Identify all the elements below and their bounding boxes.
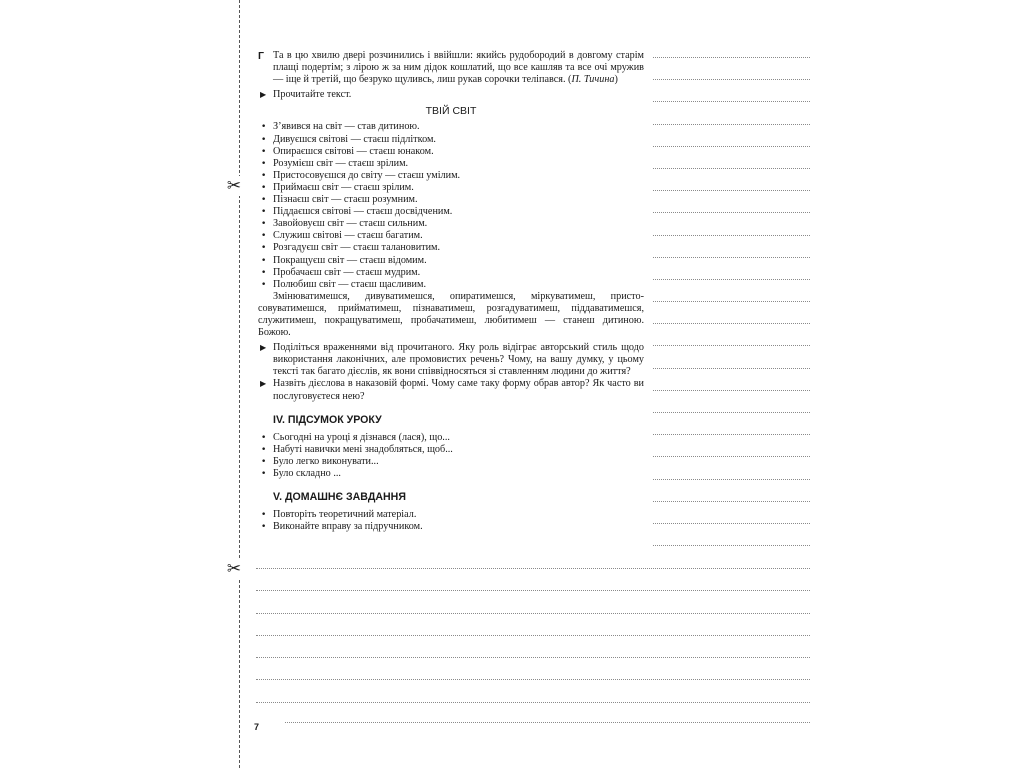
task-text: Поділіться враженнями від прочитаного. Яку роль відіграє авторський стиль щодо використання лаконічних, але промовистих речень? Чому, на вашу думку, у цьому тексті так багато дієслів, як вони співвідносяться зі ставленням людини до життя? bbox=[273, 342, 644, 378]
list-item bbox=[258, 432, 644, 444]
summary-title: IV. ПІДСУМОК УРОКУ bbox=[273, 413, 382, 426]
poem-line-text: Полюбиш світ — стаєш щасливим. bbox=[273, 278, 426, 290]
poem-line-text: Покращуєш світ — стаєш відомим. bbox=[273, 254, 427, 266]
summary-list bbox=[258, 432, 644, 480]
notes-bottom bbox=[256, 568, 810, 724]
list-item-text: Було легко виконувати... bbox=[273, 455, 379, 467]
poem-line bbox=[258, 255, 644, 267]
poem-line-text: Пристосовуєшся до світу — стаєш умілим. bbox=[273, 169, 461, 181]
quote-author: П. Тичина bbox=[571, 74, 615, 86]
triangle-right-icon: ▶ bbox=[260, 343, 267, 353]
quote-text: Та в цю хвилю двері розчинились і ввійшли: якийсь рудобородий в довгому старім плащі подертім; з лірою ж за ним дідок кошлатий, що все кашляв та все очі мружив — іще й третій, що безруко щуливсь, лиш рукав сорочки теліпався. ( bbox=[273, 50, 644, 86]
bullet-icon: • bbox=[261, 469, 267, 479]
task-read-text: Прочитайте текст. bbox=[273, 89, 352, 101]
note-line bbox=[653, 501, 810, 502]
scissors-icon: ✂ bbox=[224, 176, 244, 196]
poem-line bbox=[258, 267, 644, 279]
bullet-icon: • bbox=[261, 243, 267, 254]
poem-line-text: Опираєшся світові — стаєш юнаком. bbox=[273, 145, 434, 157]
bullet-icon: • bbox=[261, 231, 267, 242]
poem-line bbox=[258, 230, 644, 242]
note-line bbox=[653, 479, 810, 480]
poem-line bbox=[258, 206, 644, 218]
bullet-icon: • bbox=[261, 158, 267, 169]
homework-list bbox=[258, 509, 644, 533]
bullet-icon: • bbox=[261, 444, 267, 455]
poem-title: ТВІЙ СВІТ bbox=[425, 105, 477, 118]
bullet-icon: • bbox=[261, 146, 267, 157]
poem-line-text: Пізнаєш світ — стаєш розумним. bbox=[273, 194, 418, 206]
task-read bbox=[258, 89, 644, 101]
poem-line bbox=[258, 194, 644, 206]
list-item-text: Сьогодні на уроці я дізнався (лася), що... bbox=[273, 431, 450, 443]
note-line bbox=[653, 168, 810, 169]
note-line bbox=[653, 390, 810, 391]
note-line bbox=[653, 235, 810, 236]
bullet-icon: • bbox=[261, 456, 267, 467]
poem-line bbox=[258, 242, 644, 254]
list-item bbox=[258, 444, 644, 456]
task-text: Назвіть дієслова в наказовій формі. Чому саме таку форму обрав автор? Як часто ви послуговуєтеся нею? bbox=[273, 378, 644, 402]
list-item-text: Виконайте вправу за підручником. bbox=[273, 521, 423, 533]
note-line bbox=[256, 657, 810, 658]
bullet-icon: • bbox=[261, 170, 267, 181]
triangle-right-icon: ▶ bbox=[260, 379, 267, 389]
poem-line bbox=[258, 121, 644, 133]
note-line bbox=[653, 79, 810, 80]
note-line bbox=[653, 545, 810, 546]
poem-line-text: Розумієш світ — стаєш зрілим. bbox=[273, 157, 409, 169]
list-item-text: Набуті навички мені знадобляться, щоб... bbox=[273, 443, 453, 455]
note-line bbox=[653, 190, 810, 191]
bullet-icon: • bbox=[261, 279, 267, 290]
list-item-text: Було складно ... bbox=[273, 468, 341, 479]
bullet-icon: • bbox=[261, 195, 267, 206]
poem-list bbox=[258, 121, 644, 290]
poem-line bbox=[258, 158, 644, 170]
poem-paragraph: Змінюватимешся, дивуватимешся, опиратимешся, міркуватимеш, пристосовуватимешся, прийматимеш, пізнаватимеш, розгадуватимеш, піддаватимешся, служитимеш, покращуватимеш, пробачатимеш, любитимеш — станеш дитиною. Божою. bbox=[258, 290, 644, 339]
list-item-text: Повторіть теоретичний матеріал. bbox=[273, 509, 417, 521]
note-line bbox=[653, 146, 810, 147]
scissors-icon: ✂ bbox=[224, 559, 244, 579]
poem-line bbox=[258, 218, 644, 230]
note-line bbox=[285, 722, 810, 723]
task-imperative bbox=[258, 378, 644, 402]
note-line bbox=[653, 279, 810, 280]
poem-line-text: Служиш світові — стаєш багатим. bbox=[273, 230, 423, 242]
quote-block bbox=[258, 50, 644, 86]
bullet-icon: • bbox=[261, 122, 267, 133]
bullet-icon: • bbox=[261, 267, 267, 278]
poem-line-text: Розгадуєш світ — стаєш талановитим. bbox=[273, 242, 441, 254]
note-line bbox=[653, 101, 810, 102]
note-line bbox=[653, 301, 810, 302]
list-item bbox=[258, 468, 644, 480]
page-number: 7 bbox=[254, 722, 260, 732]
poem-line-text: Піддаєшся світові — стаєш досвідченим. bbox=[273, 206, 453, 218]
note-line bbox=[653, 257, 810, 258]
poem-line-text: Завойовуєш світ — стаєш сильним. bbox=[273, 218, 428, 230]
poem-line bbox=[258, 146, 644, 158]
poem-line bbox=[258, 170, 644, 182]
bullet-icon: • bbox=[261, 522, 267, 533]
note-line bbox=[256, 679, 810, 680]
bullet-icon: • bbox=[261, 207, 267, 218]
note-line bbox=[256, 635, 810, 636]
exercise-marker: Г bbox=[258, 50, 264, 62]
cut-line bbox=[239, 0, 240, 768]
bullet-icon: • bbox=[261, 219, 267, 230]
homework-title: V. ДОМАШНЄ ЗАВДАННЯ bbox=[273, 491, 406, 504]
note-line bbox=[653, 456, 810, 457]
bullet-icon: • bbox=[261, 182, 267, 193]
note-line bbox=[256, 568, 810, 569]
note-line bbox=[653, 523, 810, 524]
poem-line-text: Дивуєшся світові — стаєш підлітком. bbox=[273, 133, 436, 145]
note-line bbox=[653, 412, 810, 413]
note-line bbox=[653, 323, 810, 324]
main-content bbox=[258, 50, 644, 533]
bullet-icon: • bbox=[261, 432, 267, 443]
poem-line-text: Пробачаєш світ — стаєш мудрим. bbox=[273, 266, 421, 278]
bullet-icon: • bbox=[261, 134, 267, 145]
poem-line bbox=[258, 182, 644, 194]
note-line bbox=[653, 57, 810, 58]
notes-column bbox=[653, 57, 810, 567]
poem-line bbox=[258, 134, 644, 146]
bullet-icon: • bbox=[261, 255, 267, 266]
poem-line-text: З’явився на світ — став дитиною. bbox=[273, 121, 420, 133]
note-line bbox=[653, 368, 810, 369]
list-item bbox=[258, 521, 644, 533]
note-line bbox=[256, 702, 810, 703]
list-item bbox=[258, 456, 644, 468]
bullet-icon: • bbox=[261, 510, 267, 521]
triangle-right-icon: ▶ bbox=[260, 90, 267, 100]
poem-line bbox=[258, 279, 644, 291]
list-item bbox=[258, 509, 644, 521]
note-line bbox=[653, 124, 810, 125]
note-line bbox=[256, 613, 810, 614]
note-line bbox=[653, 434, 810, 435]
poem-line-text: Приймаєш світ — стаєш зрілим. bbox=[273, 181, 414, 193]
task-impressions bbox=[258, 342, 644, 378]
note-line bbox=[653, 212, 810, 213]
note-line bbox=[653, 345, 810, 346]
quote-close: ) bbox=[614, 74, 618, 86]
note-line bbox=[256, 590, 810, 591]
